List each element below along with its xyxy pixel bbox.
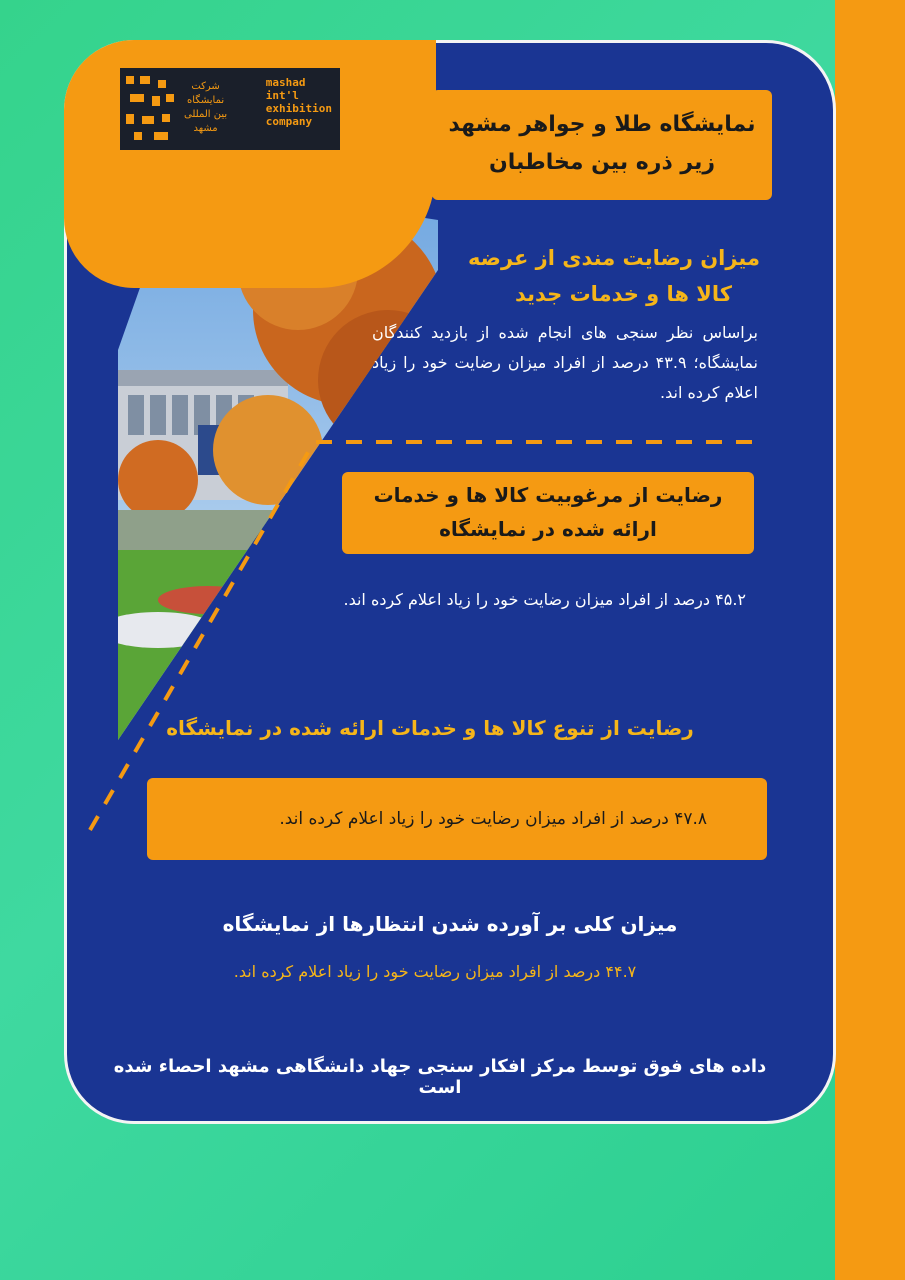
footer-source-note: داده های فوق توسط مرکز افکار سنجی جهاد دانشگاهی مشهد احصاء شده است bbox=[113, 1056, 767, 1098]
title-box bbox=[432, 90, 772, 200]
section1-heading: میزان رضایت مندی از عرضه کالا ها و خدمات جدید bbox=[467, 246, 760, 306]
section1-body: براساس نظر سنجی های انجام شده از بازدید کنندگان نمایشگاه؛ ۴۳.۹ درصد از افراد میزان رضایت خود را زیاد اعلام کرده اند. bbox=[372, 323, 759, 402]
section3-body-box: ۴۷.۸ درصد از افراد میزان رضایت خود را زیاد اعلام کرده اند. bbox=[147, 778, 767, 860]
section4-heading: میزان کلی بر آورده شدن انتظارها از نمایشگاه bbox=[222, 912, 678, 936]
logo-english-text: mashad int'l exhibition company bbox=[265, 76, 332, 128]
section2-heading-box: رضایت از مرغوبیت کالا ها و خدمات ارائه شده در نمایشگاه bbox=[342, 472, 754, 554]
section2-body: ۴۵.۲ درصد از افراد میزان رضایت خود را زیاد اعلام کرده اند. bbox=[343, 590, 746, 609]
title-line-2: زیر ذره بین مخاطبان bbox=[488, 150, 716, 175]
section3-heading: رضایت از تنوع کالا ها و خدمات ارائه شده در نمایشگاه bbox=[166, 716, 694, 740]
section4-body: ۴۴.۷ درصد از افراد میزان رضایت خود را زیاد اعلام کرده اند. bbox=[233, 962, 637, 981]
logo-persian-text: شرکت نمایشگاه بین المللی مشهد bbox=[184, 81, 228, 134]
title-line-1: نمایشگاه طلا و جواهر مشهد bbox=[448, 112, 756, 137]
